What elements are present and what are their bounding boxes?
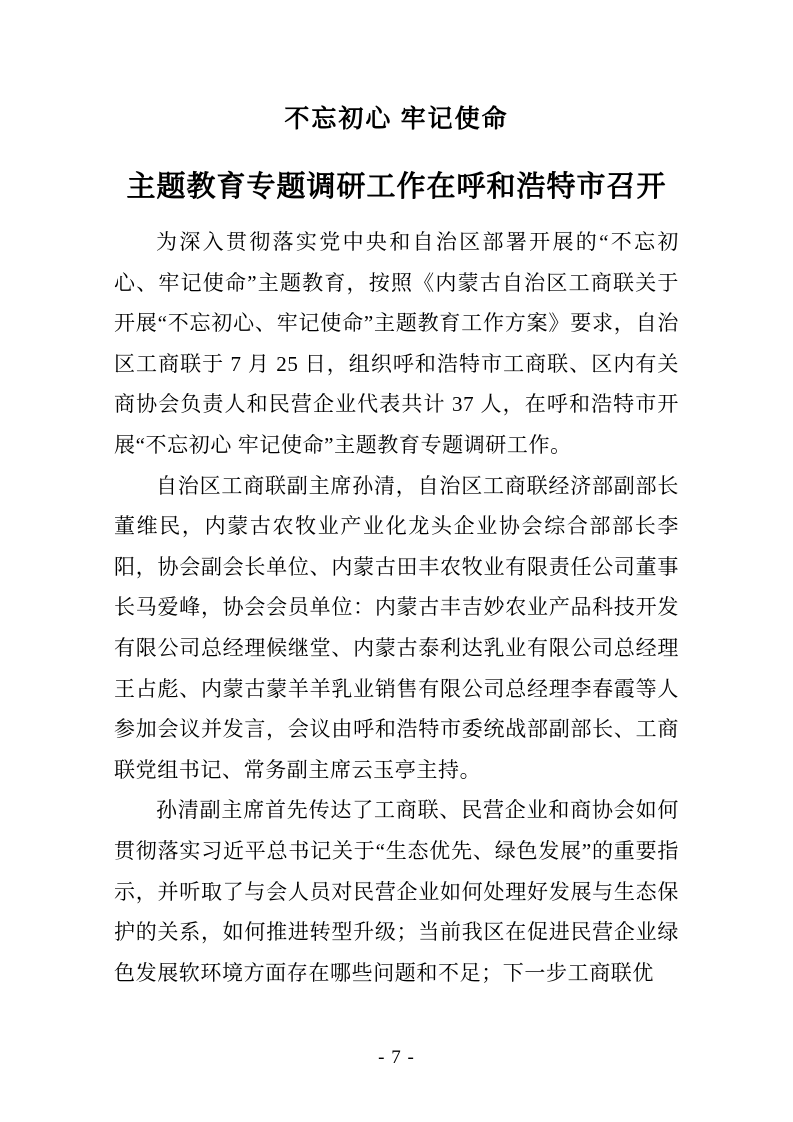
document-title-line2: 主题教育专题调研工作在呼和浩特市召开: [126, 171, 667, 203]
paragraph-1: 为深入贯彻落实党中央和自治区部署开展的“不忘初心、牢记使命”主题教育，按照《内蒙古自治区工商联关于开展“不忘初心、牢记使命”主题教育工作方案》要求，自治区工商联于 7 月 25 日，组织呼和浩特市工商联、区内有关商协会负责人和民营企业代表共计 37 人，在呼和浩特市开展“不忘初心 牢记使命”主题教育专题调研工作。: [114, 230, 679, 457]
document-title-line1: 不忘初心 牢记使命: [284, 106, 509, 133]
document-body: [114, 222, 679, 993]
paragraph-3: 孙清副主席首先传达了工商联、民营企业和商协会如何贯彻落实习近平总书记关于“生态优先、绿色发展”的重要指示，并听取了与会人员对民营企业如何处理好发展与生态保护的关系，如何推进转型升级；当前我区在促进民营企业绿色发展软环境方面存在哪些问题和不足；下一步工商联优: [114, 798, 679, 985]
document-content: [114, 0, 679, 993]
page-number: - 7 -: [378, 1047, 415, 1068]
paragraph-2: 自治区工商联副主席孙清，自治区工商联经济部副部长董维民，内蒙古农牧业产业化龙头企业协会综合部部长李阳，协会副会长单位、内蒙古田丰农牧业有限责任公司董事长马爱峰，协会会员单位：内蒙古丰吉妙农业产品科技开发有限公司总经理候继堂、内蒙古泰利达乳业有限公司总经理王占彪、内蒙古蒙羊羊乳业销售有限公司总经理李春霞等人参加会议并发言，会议由呼和浩特市委统战部副部长、工商联党组书记、常务副主席云玉亭主持。: [114, 473, 679, 782]
